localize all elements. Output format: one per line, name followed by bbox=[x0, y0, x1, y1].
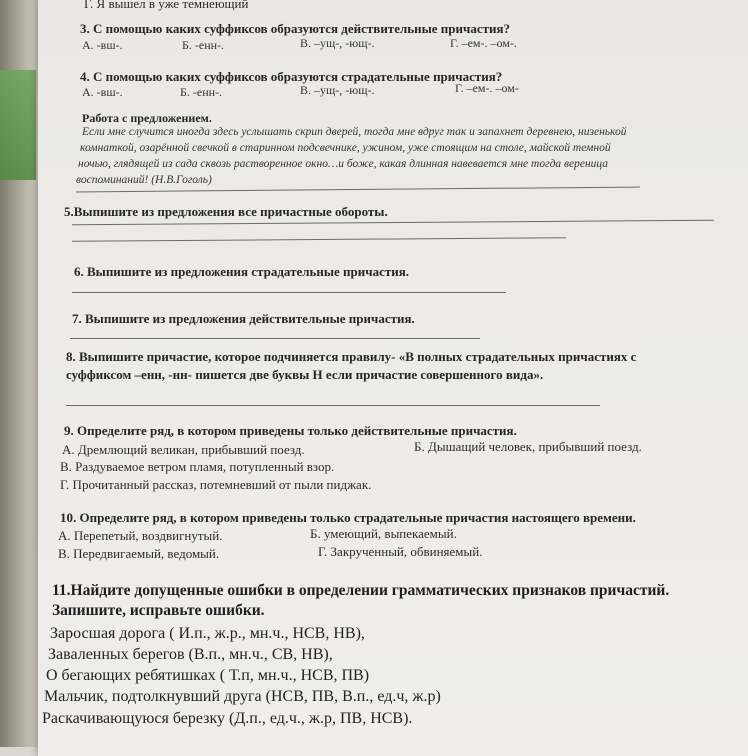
q9-option-a: А. Дремлющий великан, прибывший поезд. bbox=[62, 442, 305, 457]
question-7: 7. Выпишите из предложения действительные причастия. bbox=[72, 311, 415, 326]
q10-option-d: Г. Закрученный, обвиняемый. bbox=[318, 544, 483, 559]
q11-item-5: Раскачивающуюся березку (Д.п., ед.ч., ж.р, ПВ, НСВ). bbox=[42, 710, 413, 727]
green-object bbox=[0, 70, 36, 180]
question-8-line-1: 8. Выпишите причастие, которое подчиняется правилу- «В полных страдательных причастиях с bbox=[66, 349, 637, 364]
sentence-line-2: комнаткой, озарённой свечкой в старинном подсвечнике, ужином, уже стоящим на столе, майской темной bbox=[80, 142, 611, 154]
q11-item-4: Мальчик, подтолкнувший друга (НСВ, ПВ, В.п., ед.ч, ж.р) bbox=[44, 688, 441, 705]
q3-option-d: Г. –ем-. –ом-. bbox=[450, 36, 517, 50]
q3-option-a: А. -вш-. bbox=[82, 38, 123, 52]
answer-line bbox=[70, 338, 480, 339]
question-6: 6. Выпишите из предложения страдательные причастия. bbox=[74, 264, 410, 279]
q9-option-c: В. Раздуваемое ветром пламя, потупленный взор. bbox=[60, 459, 335, 474]
q3-option-b: Б. -енн-. bbox=[182, 38, 225, 52]
q9-option-b: Б. Дышащий человек, прибывший поезд. bbox=[414, 439, 642, 454]
q11-item-2: Заваленных берегов (В.п., мн.ч., СВ, НВ), bbox=[48, 646, 333, 663]
q10-option-c: В. Передвигаемый, ведомый. bbox=[58, 546, 220, 561]
q11-item-3: О бегающих ребятишках ( Т.п, мн.ч., НСВ, ПВ) bbox=[46, 667, 370, 684]
sentence-line-1: Если мне случится иногда здесь услышать скрип дверей, тогда мне вдруг так и запахнет деревнею, низенькой bbox=[82, 126, 627, 138]
q9-option-d: Г. Прочитанный рассказ, потемневший от пыли пиджак. bbox=[60, 477, 372, 492]
previous-answer-line: Г. Я вышел в уже темнеющий bbox=[84, 0, 249, 11]
answer-line bbox=[72, 292, 506, 293]
q3-option-c: В. –ущ-, -ющ-. bbox=[300, 36, 375, 50]
question-11-line-2: Запишите, исправьте ошибки. bbox=[52, 602, 265, 619]
sentence-line-4: воспоминаний! (Н.В.Гоголь) bbox=[76, 174, 212, 186]
q4-option-c: В. –ущ-, -ющ-. bbox=[300, 83, 375, 97]
q11-item-1: Заросшая дорога ( И.п., ж.р., мн.ч., НСВ, НВ), bbox=[50, 625, 365, 642]
question-8-line-2: суффиксом –енн, -нн- пишется две буквы Н если причастие совершенного вида». bbox=[66, 367, 544, 382]
question-9: 9. Определите ряд, в котором приведены только действительные причастия. bbox=[64, 423, 517, 438]
q10-option-a: А. Перепетый, воздвигнутый. bbox=[58, 528, 223, 543]
answer-line bbox=[66, 405, 600, 406]
work-title: Работа с предложением. bbox=[82, 111, 212, 125]
question-11-line-1: 11.Найдите допущенные ошибки в определении грамматических признаков причастий. bbox=[52, 582, 670, 599]
question-3: 3. С помощью каких суффиксов образуются действительные причастия? bbox=[80, 21, 511, 36]
question-10: 10. Определите ряд, в котором приведены только страдательные причастия настоящего времени. bbox=[60, 510, 636, 525]
question-5: 5.Выпишите из предложения все причастные обороты. bbox=[64, 204, 388, 219]
question-4: 4. С помощью каких суффиксов образуются страдательные причастия? bbox=[80, 69, 503, 84]
q4-option-a: А. -вш-. bbox=[82, 85, 123, 99]
sentence-line-3: ночью, глядящей из сада сквозь растворенное окно…и боже, какая длинная навевается мне тогда вереница bbox=[78, 158, 609, 170]
q4-option-d: Г. –ем-. –ом- bbox=[455, 81, 519, 95]
q4-option-b: Б. -енн-. bbox=[180, 85, 223, 99]
q10-option-b: Б. умеющий, выпекаемый. bbox=[310, 526, 457, 541]
